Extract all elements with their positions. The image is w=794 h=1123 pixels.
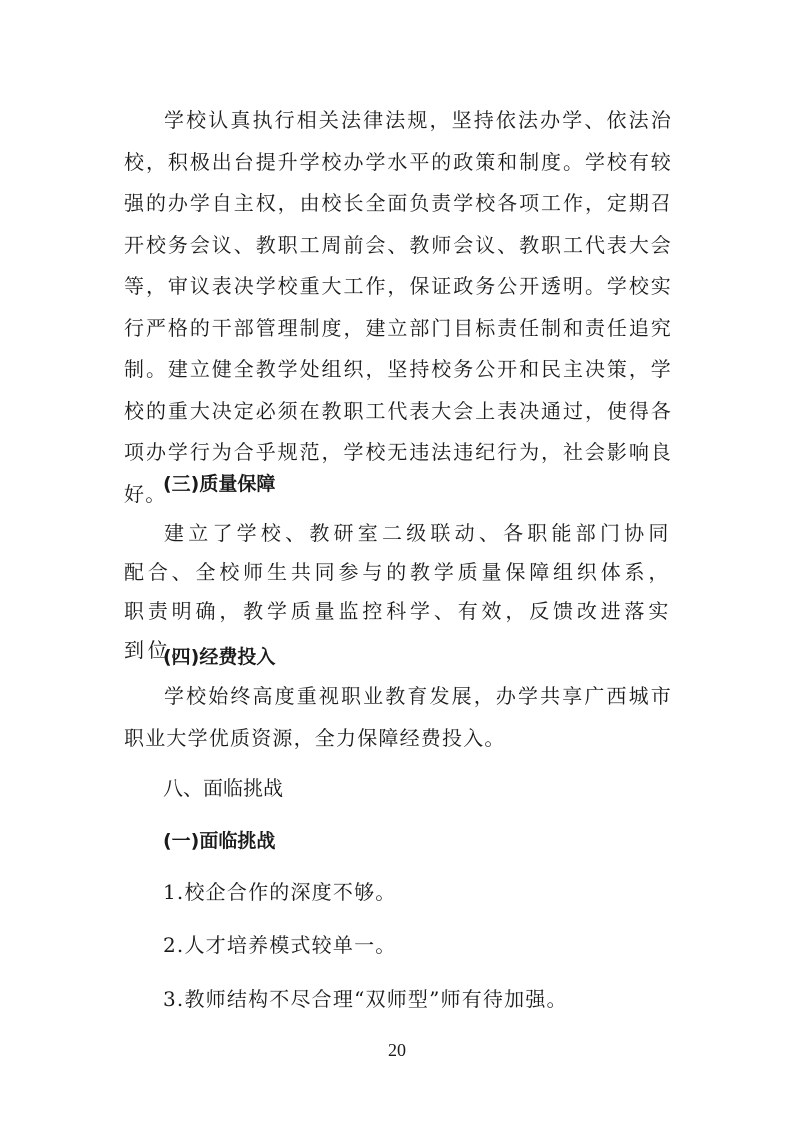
funding-paragraph: 学校始终高度重视职业教育发展，办学共享广西城市职业大学优质资源，全力保障经费投入。 <box>124 684 672 750</box>
governance-paragraph: 学校认真执行相关法律法规，坚持依法办学、依法治校，积极出台提升学校办学水平的政策和制度。学校有较强的办学自主权，由校长全面负责学校各项工作，定期召开校务会议、教职工周前会、教师会议、教职工代表大会等，审议表决学校重大工作，保证政务公开透明。学校实行严格的干部管理制度，建立部门目标责任制和责任追究制。建立健全教学处组织，坚持校务公开和民主决策，学校的重大决定必须在教职工代表大会上表决通过，使得各项办学行为合乎规范，学校无违法违纪行为，社会影响良好。 <box>124 108 672 506</box>
section-8-title: 八、面临挑战 <box>163 776 283 800</box>
page-number: 20 <box>388 1040 406 1060</box>
challenge-item-2: 2.人才培养模式较单一。 <box>163 933 397 957</box>
challenges-subheading: (一)面临挑战 <box>163 830 276 852</box>
challenge-item-1: 1.校企合作的深度不够。 <box>163 880 397 904</box>
quality-assurance-paragraph: 建立了学校、教研室二级联动、各职能部门协同配合、全校师生共同参与的教学质量保障组织体系，职责明确，教学质量监控科学、有效，反馈改进落实到位。 <box>124 521 672 662</box>
quality-assurance-heading: (三)质量保障 <box>163 473 276 495</box>
funding-heading: (四)经费投入 <box>163 646 276 668</box>
challenge-item-3: 3.教师结构不尽合理“双师型”师有待加强。 <box>163 987 568 1011</box>
